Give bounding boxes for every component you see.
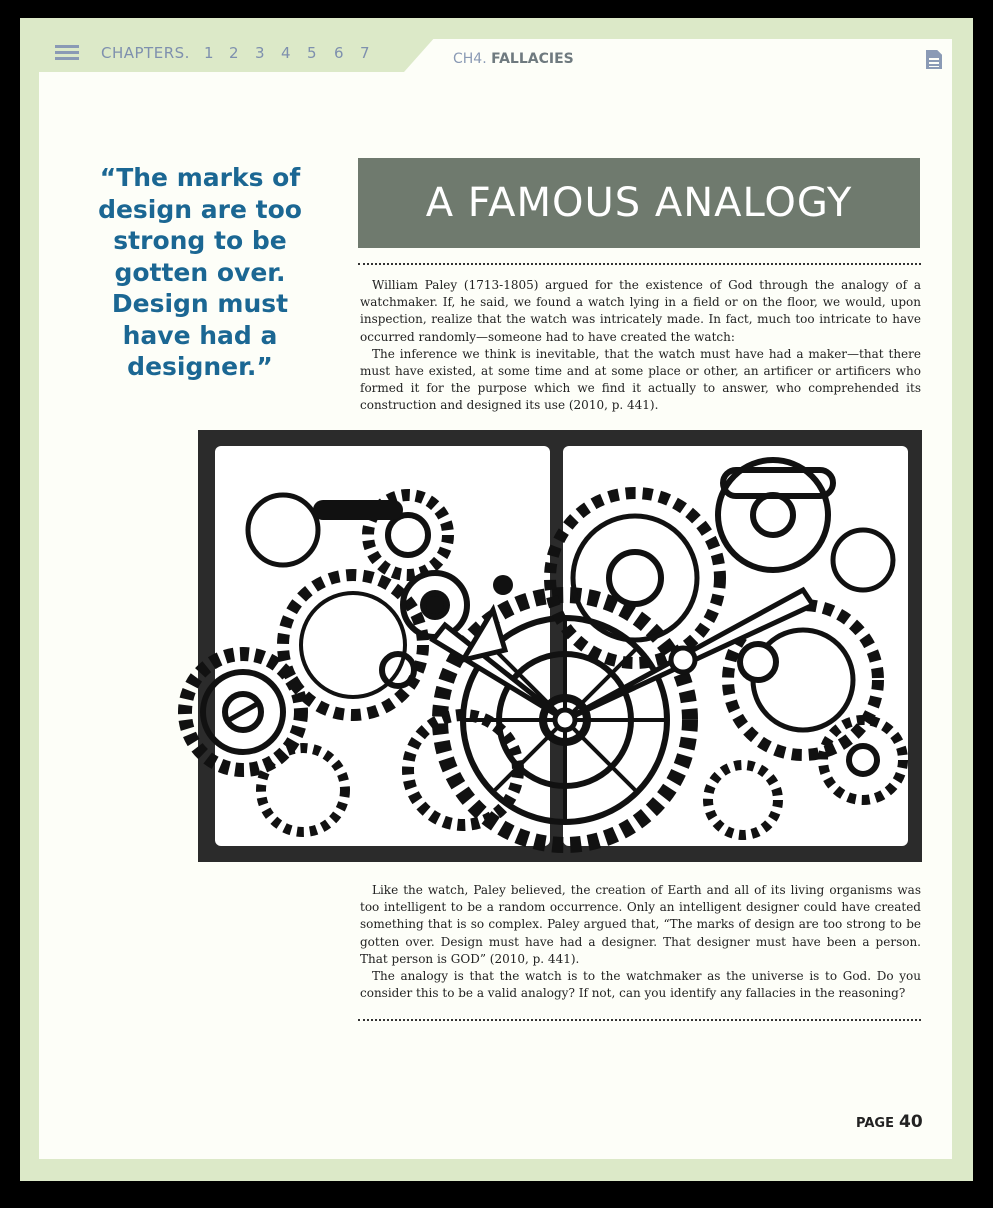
closing-text [360, 882, 921, 1002]
chapter-link-7[interactable]: 7 [360, 44, 370, 62]
intro-paragraph: William Paley (1713-1805) argued for the existence of God through the analogy of a watchmaker. If, he said, we found a watch lying in a field or on the floor, we would, upon inspection, realize that the watch was intricately made. In fact, much too intricate to have occurred randomly—someone had to have created the watch: [360, 278, 921, 344]
section-heading: A FAMOUS ANALOGY [425, 180, 853, 226]
chapter-title: FALLACIES [491, 51, 574, 67]
dotted-divider-bottom [358, 1019, 921, 1021]
section-heading-banner [358, 158, 920, 248]
list-icon[interactable] [55, 45, 79, 61]
chapter-prefix: CH4. [453, 51, 487, 67]
question-paragraph: The analogy is that the watch is to the watchmaker as the universe is to God. Do you consider this to be a valid analogy? If not, can you identify any fallacies in the reasoning? [360, 969, 921, 1001]
closing-paragraph: Like the watch, Paley believed, the creation of Earth and all of its living organisms was too intelligent to be a random occurrence. Only an intelligent designer could have created something that is so complex. Paley argued that, “The marks of design are too strong to be gotten over. Design must have had a designer. That designer must have been a person. That person is GOD” (2010, p. 441). [360, 883, 921, 966]
chapter-link-6[interactable]: 6 [334, 44, 344, 62]
chapter-link-5[interactable]: 5 [307, 44, 317, 62]
chapter-link-4[interactable]: 4 [281, 44, 291, 62]
page-number-value: 40 [899, 1112, 923, 1132]
document-icon[interactable] [926, 50, 942, 69]
block-quote-paragraph: The inference we think is inevitable, that the watch must have had a maker—that there must have existed, at some time and at some place or other, an artificer or artificers who formed it for the purpose which we find it actually to answer, who comprehended its construction and designed its use (2010, p. 441). [360, 346, 921, 413]
intro-text [360, 277, 921, 415]
chapter-link-1[interactable]: 1 [204, 44, 214, 62]
pull-quote: “The marks of design are too strong to be gotten over. Design must have had a designer.” [98, 163, 302, 381]
page-label: PAGE [856, 1116, 894, 1131]
clockwork-gears-illustration [163, 430, 923, 862]
chapters-label: CHAPTERS. [101, 44, 190, 62]
page-number [856, 1112, 923, 1132]
chapter-link-2[interactable]: 2 [229, 44, 239, 62]
chapter-link-3[interactable]: 3 [255, 44, 265, 62]
current-chapter-label [453, 51, 574, 67]
dotted-divider-top [358, 263, 921, 265]
